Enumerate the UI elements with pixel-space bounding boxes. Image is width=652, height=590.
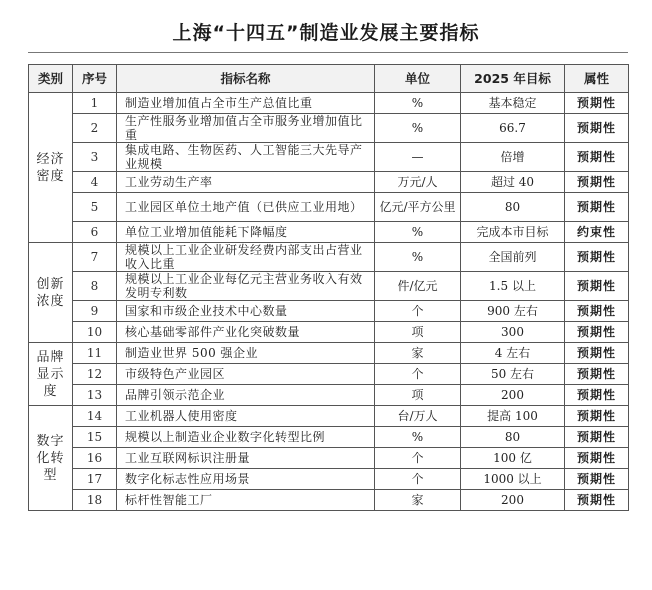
- indicator-name: 标杆性智能工厂: [117, 490, 375, 511]
- indicator-name: 规模以上工业企业每亿元主营业务收入有效发明专利数: [117, 272, 375, 301]
- indicator-name: 集成电路、生物医药、人工智能三大先导产业规模: [117, 143, 375, 172]
- table-row: [29, 322, 629, 343]
- header-category: 类别: [29, 65, 73, 93]
- table-row: [29, 427, 629, 448]
- unit-cell: 亿元/平方公里: [375, 193, 461, 222]
- table-row: [29, 143, 629, 172]
- unit-cell: %: [375, 114, 461, 143]
- row-number: 16: [73, 448, 117, 469]
- attribute-cell: 预期性: [565, 301, 629, 322]
- unit-cell: 家: [375, 343, 461, 364]
- row-number: 4: [73, 172, 117, 193]
- category-cell: 经济密度: [29, 93, 73, 243]
- row-number: 8: [73, 272, 117, 301]
- target-cell: 900 左右: [461, 301, 565, 322]
- target-cell: 倍增: [461, 143, 565, 172]
- indicator-name: 制造业世界 500 强企业: [117, 343, 375, 364]
- unit-cell: 项: [375, 385, 461, 406]
- row-number: 6: [73, 222, 117, 243]
- attribute-cell: 预期性: [565, 385, 629, 406]
- table-row: [29, 448, 629, 469]
- row-number: 7: [73, 243, 117, 272]
- target-cell: 4 左右: [461, 343, 565, 364]
- indicator-table: [28, 64, 629, 511]
- unit-cell: 项: [375, 322, 461, 343]
- indicator-name: 单位工业增加值能耗下降幅度: [117, 222, 375, 243]
- attribute-cell: 预期性: [565, 143, 629, 172]
- indicator-name: 国家和市级企业技术中心数量: [117, 301, 375, 322]
- row-number: 2: [73, 114, 117, 143]
- row-number: 3: [73, 143, 117, 172]
- row-number: 14: [73, 406, 117, 427]
- attribute-cell: 约束性: [565, 222, 629, 243]
- row-number: 5: [73, 193, 117, 222]
- category-cell: 品牌显示度: [29, 343, 73, 406]
- target-cell: 全国前列: [461, 243, 565, 272]
- indicator-name: 数字化标志性应用场景: [117, 469, 375, 490]
- unit-cell: —: [375, 143, 461, 172]
- attribute-cell: 预期性: [565, 114, 629, 143]
- unit-cell: 万元/人: [375, 172, 461, 193]
- target-cell: 66.7: [461, 114, 565, 143]
- row-number: 1: [73, 93, 117, 114]
- category-cell: 创新浓度: [29, 243, 73, 343]
- target-cell: 80: [461, 427, 565, 448]
- table-row: [29, 469, 629, 490]
- unit-cell: %: [375, 427, 461, 448]
- attribute-cell: 预期性: [565, 193, 629, 222]
- attribute-cell: 预期性: [565, 343, 629, 364]
- unit-cell: %: [375, 93, 461, 114]
- table-row: [29, 93, 629, 114]
- indicator-name: 品牌引领示范企业: [117, 385, 375, 406]
- target-cell: 200: [461, 490, 565, 511]
- attribute-cell: 预期性: [565, 406, 629, 427]
- header-unit: 单位: [375, 65, 461, 93]
- row-number: 9: [73, 301, 117, 322]
- target-cell: 80: [461, 193, 565, 222]
- unit-cell: 个: [375, 469, 461, 490]
- table-row: [29, 243, 629, 272]
- attribute-cell: 预期性: [565, 364, 629, 385]
- indicator-name: 工业园区单位土地产值（已供应工业用地）: [117, 193, 375, 222]
- target-cell: 超过 40: [461, 172, 565, 193]
- category-cell: 数字化转型: [29, 406, 73, 511]
- table-row: [29, 490, 629, 511]
- target-cell: 基本稳定: [461, 93, 565, 114]
- title-divider: [28, 52, 628, 53]
- unit-cell: 台/万人: [375, 406, 461, 427]
- row-number: 11: [73, 343, 117, 364]
- indicator-name: 规模以上工业企业研发经费内部支出占营业收入比重: [117, 243, 375, 272]
- row-number: 17: [73, 469, 117, 490]
- indicator-name: 市级特色产业园区: [117, 364, 375, 385]
- target-cell: 50 左右: [461, 364, 565, 385]
- unit-cell: 件/亿元: [375, 272, 461, 301]
- table-header-row: [29, 65, 629, 93]
- attribute-cell: 预期性: [565, 469, 629, 490]
- target-cell: 完成本市目标: [461, 222, 565, 243]
- row-number: 15: [73, 427, 117, 448]
- target-cell: 1000 以上: [461, 469, 565, 490]
- unit-cell: 个: [375, 301, 461, 322]
- indicator-name: 生产性服务业增加值占全市服务业增加值比重: [117, 114, 375, 143]
- unit-cell: 家: [375, 490, 461, 511]
- target-cell: 提高 100: [461, 406, 565, 427]
- table-row: [29, 385, 629, 406]
- unit-cell: 个: [375, 448, 461, 469]
- page-title: 上海“十四五”制造业发展主要指标: [172, 22, 480, 44]
- table-row: [29, 343, 629, 364]
- table-row: [29, 222, 629, 243]
- target-cell: 100 亿: [461, 448, 565, 469]
- unit-cell: 个: [375, 364, 461, 385]
- header-attribute: 属性: [565, 65, 629, 93]
- table-row: [29, 272, 629, 301]
- attribute-cell: 预期性: [565, 448, 629, 469]
- attribute-cell: 预期性: [565, 490, 629, 511]
- header-indicator-name: 指标名称: [117, 65, 375, 93]
- attribute-cell: 预期性: [565, 427, 629, 448]
- row-number: 10: [73, 322, 117, 343]
- row-number: 13: [73, 385, 117, 406]
- indicator-name: 规模以上制造业企业数字化转型比例: [117, 427, 375, 448]
- row-number: 12: [73, 364, 117, 385]
- row-number: 18: [73, 490, 117, 511]
- target-cell: 300: [461, 322, 565, 343]
- unit-cell: %: [375, 243, 461, 272]
- attribute-cell: 预期性: [565, 272, 629, 301]
- indicator-name: 工业互联网标识注册量: [117, 448, 375, 469]
- header-target-2025: 2025 年目标: [461, 65, 565, 93]
- indicator-name: 工业机器人使用密度: [117, 406, 375, 427]
- table-row: [29, 114, 629, 143]
- table-row: [29, 172, 629, 193]
- header-number: 序号: [73, 65, 117, 93]
- target-cell: 1.5 以上: [461, 272, 565, 301]
- indicator-name: 核心基础零部件产业化突破数量: [117, 322, 375, 343]
- unit-cell: %: [375, 222, 461, 243]
- attribute-cell: 预期性: [565, 243, 629, 272]
- table-row: [29, 193, 629, 222]
- table-row: [29, 301, 629, 322]
- target-cell: 200: [461, 385, 565, 406]
- attribute-cell: 预期性: [565, 322, 629, 343]
- indicator-name: 工业劳动生产率: [117, 172, 375, 193]
- indicator-name: 制造业增加值占全市生产总值比重: [117, 93, 375, 114]
- table-row: [29, 406, 629, 427]
- attribute-cell: 预期性: [565, 172, 629, 193]
- table-row: [29, 364, 629, 385]
- attribute-cell: 预期性: [565, 93, 629, 114]
